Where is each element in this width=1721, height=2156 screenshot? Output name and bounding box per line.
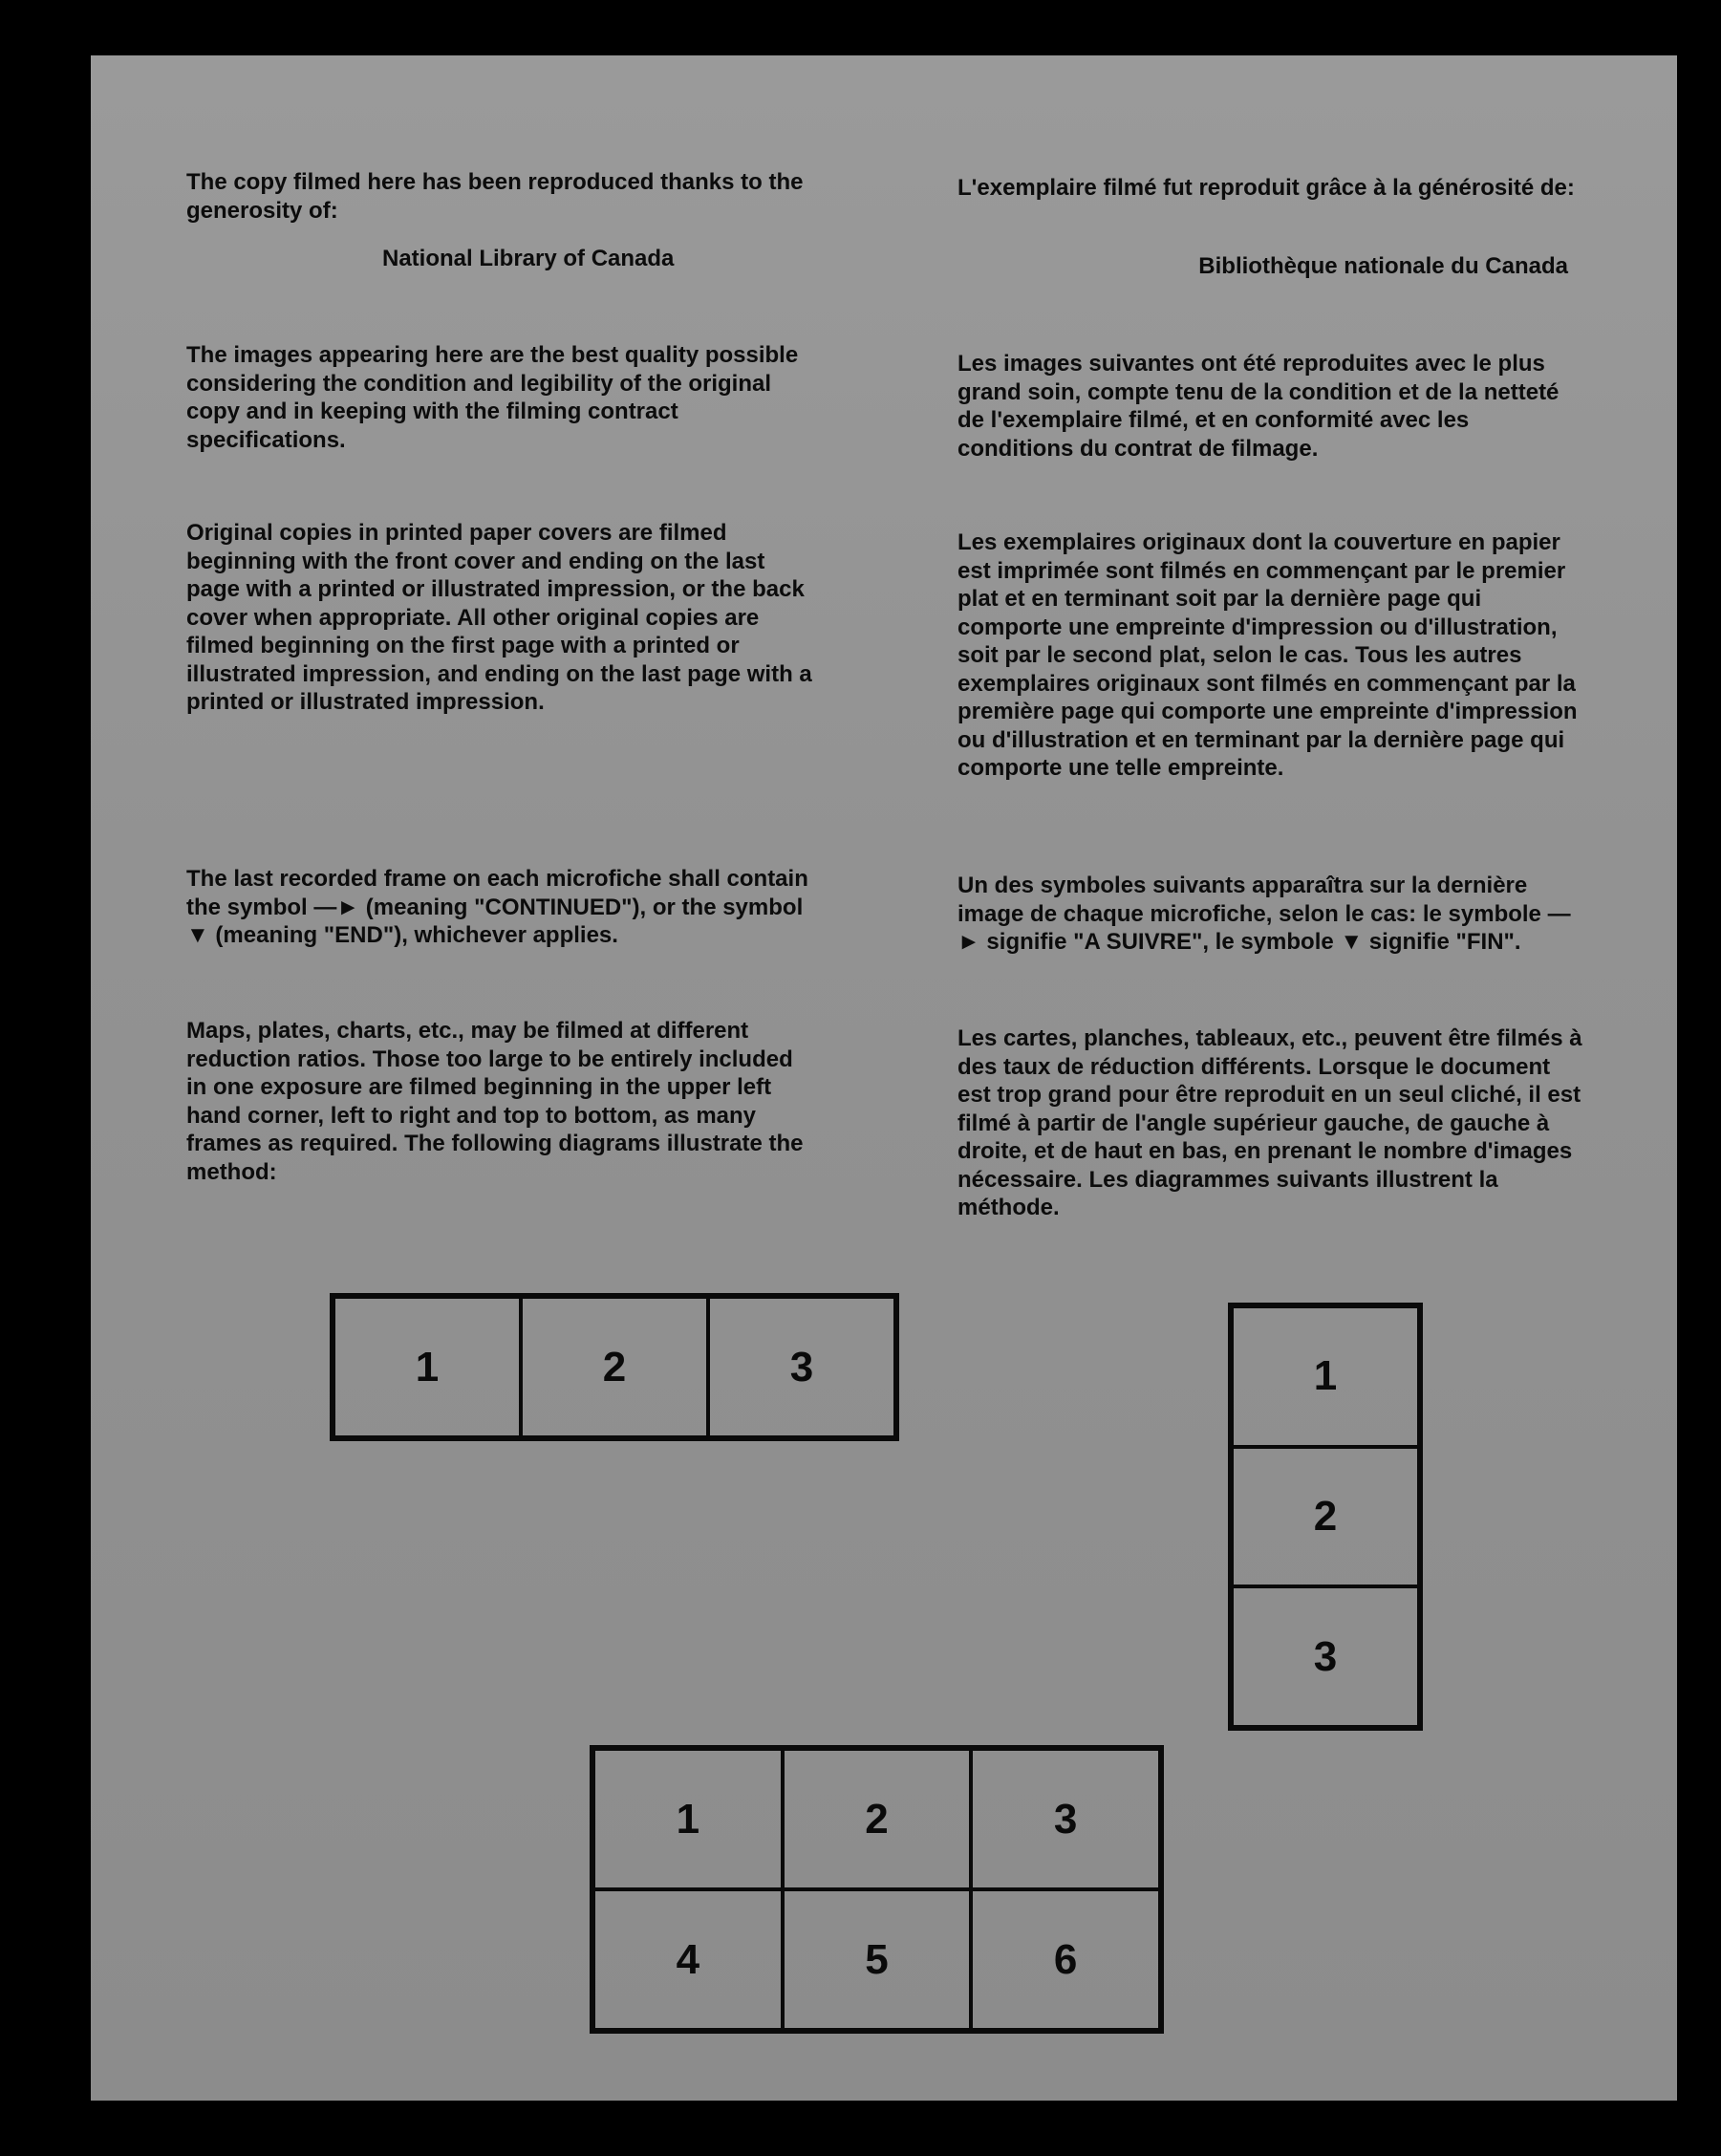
frame-cell: 2 <box>1232 1447 1419 1587</box>
paragraph-symbols-en: The last recorded frame on each microfiche shall contain the symbol —► (meaning "CONTINUED"), or the symbol ▼ (meaning "END"), whichever applies. <box>186 866 808 948</box>
paragraph-quality-en: The images appearing here are the best quality possible considering the condition and legibility of the original copy and in keeping with the filming contract specifications. <box>186 342 799 453</box>
frame-cell: 1 <box>593 1749 783 1889</box>
frame-cell: 5 <box>783 1889 972 2030</box>
frame-cell: 6 <box>971 1889 1160 2030</box>
credit-intro-en: The copy filmed here has been reproduced thanks to the generosity of: <box>186 169 804 224</box>
frame-cell: 3 <box>1232 1586 1419 1727</box>
paragraph-quality-fr: Les images suivantes ont été reproduites avec le plus grand soin, compte tenu de la condition et de la netteté de l'exemplaire filmé, et en conformité avec les conditions du contrat de filmage. <box>957 351 1560 462</box>
library-name-fr: Bibliothèque nationale du Canada <box>1198 253 1568 279</box>
credit-intro-fr: L'exemplaire filmé fut reproduit grâce à la générosité de: <box>957 175 1575 201</box>
frame-cell: 1 <box>333 1297 521 1437</box>
paragraph-covers-fr: Les exemplaires originaux dont la couverture en papier est imprimée sont filmés en commençant par le premier plat et en terminant soit par la dernière page qui comporte une empreinte d'impression ou d'illustration, soit par le second plat, selon le cas. Tous les autres exemplaires originaux sont filmés en commençant par la première page qui comporte une empreinte d'impression ou d'illustration et en terminant par la dernière page qui comporte une telle empreinte. <box>957 529 1578 781</box>
frame-cell: 3 <box>708 1297 895 1437</box>
paragraph-maps-en: Maps, plates, charts, etc., may be filmed at different reduction ratios. Those too large to be entirely included in one exposure are filmed beginning in the upper left hand corner, left to right and top to bottom, as many frames as required. The following diagrams illustrate the method: <box>186 1018 804 1185</box>
diagram-grid-of-six <box>590 1745 1164 2034</box>
frame-cell: 2 <box>783 1749 972 1889</box>
diagram-column-of-three <box>1228 1303 1423 1731</box>
diagram-row-of-three <box>330 1293 899 1441</box>
library-name-en: National Library of Canada <box>382 246 675 271</box>
frame-cell: 4 <box>593 1889 783 2030</box>
paragraph-maps-fr: Les cartes, planches, tableaux, etc., peuvent être filmés à des taux de réduction différents. Lorsque le document est trop grand pour être reproduit en un seul cliché, il est filmé à partir de l'angle supérieur gauche, de gauche à droite, et de haut en bas, en prenant le nombre d'images nécessaire. Les diagrammes suivants illustrent la méthode. <box>957 1025 1582 1220</box>
frame-cell: 1 <box>1232 1306 1419 1447</box>
frame-cell: 2 <box>521 1297 708 1437</box>
paragraph-symbols-fr: Un des symboles suivants apparaîtra sur la dernière image de chaque microfiche, selon le cas: le symbole —► signifie "A SUIVRE", le symbole ▼ signifie "FIN". <box>957 873 1571 955</box>
frame-cell: 3 <box>971 1749 1160 1889</box>
paragraph-covers-en: Original copies in printed paper covers are filmed beginning with the front cover and ending on the last page with a printed or illustrated impression, or the back cover when appropriate. All other original copies are filmed beginning on the first page with a printed or illustrated impression, and ending on the last page with a printed or illustrated impression. <box>186 520 812 715</box>
